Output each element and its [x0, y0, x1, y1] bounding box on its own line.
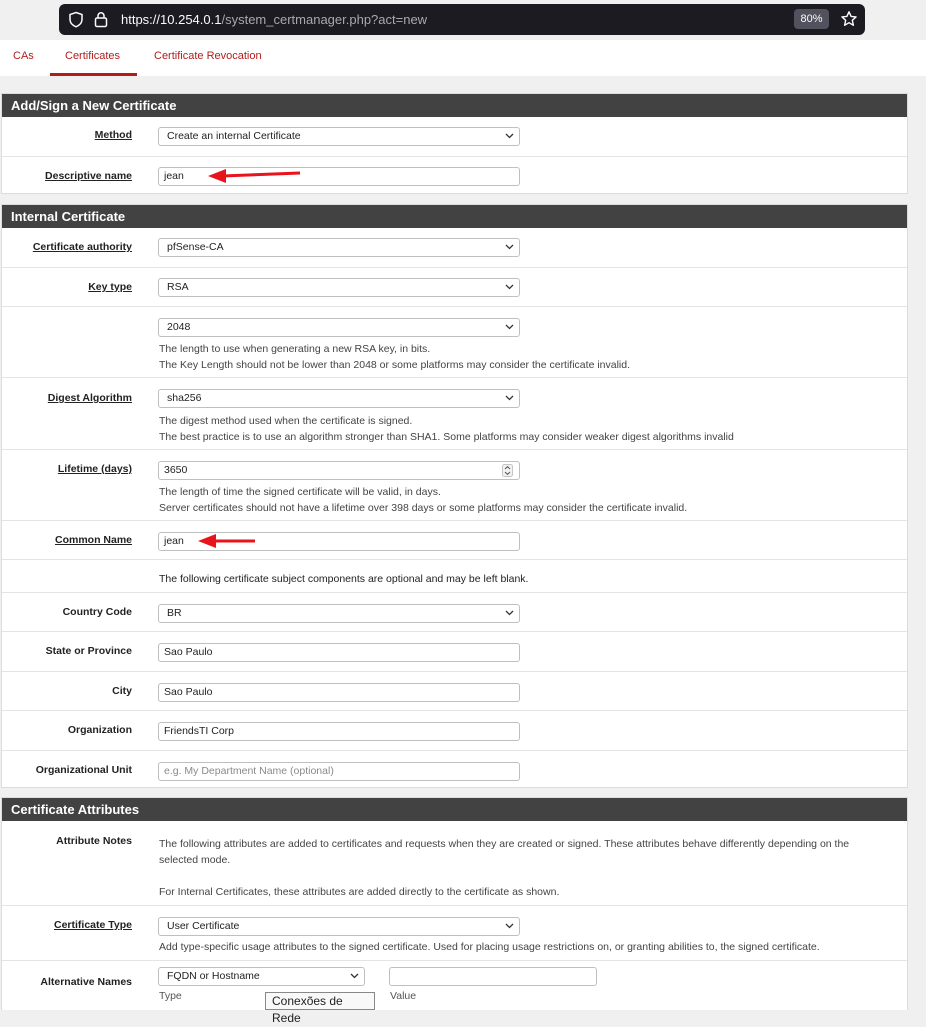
attr-notes-text-2: selected mode.: [159, 854, 231, 866]
lock-icon[interactable]: [94, 11, 108, 28]
url-path: /system_certmanager.php?act=new: [221, 12, 428, 27]
keytype-row: [2, 267, 907, 306]
altnames-type-value: FQDN or Hostname: [167, 970, 260, 982]
chevron-down-icon: [505, 395, 514, 401]
descr-label: Descriptive name: [45, 170, 132, 182]
chevron-down-icon: [505, 324, 514, 330]
altnames-row: [2, 960, 907, 1011]
city-label: City: [112, 685, 132, 697]
ou-row: [2, 750, 907, 788]
cn-label: Common Name: [54, 534, 132, 546]
address-bar[interactable]: [59, 4, 865, 35]
keytype-value: RSA: [167, 281, 189, 293]
chevron-down-icon: [505, 133, 514, 139]
digest-help-2: The best practice is to use an algorithm stronger than SHA1. Some platforms may consider weaker digest algorithms invalid: [159, 431, 734, 443]
altnames-type-select[interactable]: [158, 967, 365, 986]
keylen-row: [2, 306, 907, 377]
ou-label: Organizational Unit: [35, 764, 132, 776]
lifetime-label: Lifetime (days): [57, 463, 132, 475]
city-value: Sao Paulo: [164, 686, 213, 698]
lifetime-help-1: The length of time the signed certificate will be valid, in days.: [159, 486, 441, 498]
cn-row: [2, 520, 907, 559]
ca-label: Certificate authority: [32, 241, 132, 253]
keytype-label: Key type: [88, 281, 132, 293]
ca-row: [2, 228, 907, 267]
chevron-down-icon: [505, 284, 514, 290]
country-label: Country Code: [62, 606, 132, 618]
cert-attributes-panel: [1, 797, 908, 1010]
descr-row: [2, 156, 907, 194]
tooltip: Conexões de Rede: [265, 992, 375, 1010]
url-host: https://10.254.0.1: [121, 12, 222, 27]
chevron-down-icon: [505, 244, 514, 250]
state-input[interactable]: [158, 643, 520, 662]
org-label: Organization: [67, 724, 132, 736]
city-row: [2, 671, 907, 710]
attr-notes-row: [2, 821, 907, 905]
certtype-label: Certificate Type: [54, 919, 132, 931]
tab-cas[interactable]: CAs: [13, 50, 34, 62]
cn-value: jean: [164, 535, 184, 547]
keylen-help-1: The length to use when generating a new RSA key, in bits.: [159, 343, 431, 355]
altnames-type-sublabel: Type: [159, 990, 182, 1002]
browser-toolbar: [0, 0, 926, 40]
chevron-down-icon: [505, 923, 514, 929]
altnames-value-sublabel: Value: [390, 990, 417, 1002]
url-text[interactable]: [121, 12, 427, 27]
active-tab-indicator: [50, 73, 137, 76]
certtype-row: [2, 905, 907, 960]
method-row: [2, 117, 907, 156]
ou-input[interactable]: [158, 762, 520, 781]
keylen-value: 2048: [167, 321, 191, 333]
country-row: [2, 592, 907, 631]
attr-notes-text-1: The following attributes are added to certificates and requests when they are created or signed. These attributes behave differently depending on the: [159, 838, 850, 850]
country-select[interactable]: [158, 604, 520, 623]
keytype-select[interactable]: [158, 278, 520, 297]
tab-certificate-revocation[interactable]: Certificate Revocation: [154, 50, 262, 62]
tab-certificates[interactable]: Certificates: [65, 50, 121, 62]
chevron-down-icon: [505, 610, 514, 616]
optional-note: The following certificate subject components are optional and may be left blank.: [159, 573, 529, 585]
digest-label: Digest Algorithm: [47, 392, 132, 404]
descr-value: jean: [164, 170, 184, 182]
city-input[interactable]: [158, 683, 520, 702]
attr-notes-text-3: For Internal Certificates, these attributes are added directly to the certificate as shown.: [159, 886, 560, 898]
keylen-help-2: The Key Length should not be lower than 2048 or some platforms may consider the certificate invalid.: [159, 359, 631, 371]
panel-title: Add/Sign a New Certificate: [2, 94, 907, 117]
digest-select[interactable]: [158, 389, 520, 408]
stepper-icon[interactable]: [502, 464, 513, 477]
state-row: [2, 631, 907, 671]
state-label: State or Province: [45, 645, 132, 657]
zoom-level-badge[interactable]: 80%: [794, 9, 829, 29]
lifetime-help-2: Server certificates should not have a lifetime over 398 days or some platforms may consider the certificate invalid.: [159, 502, 688, 514]
org-value: FriendsTI Corp: [164, 725, 235, 737]
ca-value: pfSense-CA: [167, 241, 224, 253]
state-value: Sao Paulo: [164, 646, 213, 658]
panel-title: Internal Certificate: [2, 205, 907, 228]
tab-bar: [0, 40, 926, 76]
lifetime-value: 3650: [164, 464, 188, 476]
attr-notes-label: Attribute Notes: [56, 835, 132, 847]
chevron-down-icon: [350, 973, 359, 979]
panel-title: Certificate Attributes: [2, 798, 907, 821]
red-arrow-icon: [206, 166, 302, 184]
method-value: Create an internal Certificate: [167, 130, 301, 142]
add-sign-panel: [1, 93, 908, 194]
certtype-value: User Certificate: [167, 920, 240, 932]
digest-help-1: The digest method used when the certificate is signed.: [159, 415, 413, 427]
digest-row: [2, 377, 907, 449]
altnames-value-input[interactable]: [389, 967, 597, 986]
digest-value: sha256: [167, 392, 202, 404]
ca-select[interactable]: [158, 238, 520, 257]
method-label: Method: [94, 129, 132, 141]
org-input[interactable]: [158, 722, 520, 741]
method-select[interactable]: [158, 127, 520, 146]
star-icon[interactable]: [840, 10, 858, 28]
lifetime-input[interactable]: [158, 461, 520, 480]
certtype-select[interactable]: [158, 917, 520, 936]
ou-placeholder: e.g. My Department Name (optional): [164, 765, 334, 777]
country-value: BR: [167, 607, 182, 619]
internal-cert-panel: [1, 204, 908, 788]
optional-note-row: [2, 559, 907, 592]
red-arrow-icon: [196, 532, 256, 550]
lifetime-row: [2, 449, 907, 520]
org-row: [2, 710, 907, 750]
certtype-help: Add type-specific usage attributes to the signed certificate. Used for placing usage restrictions on, or granting abilities to, the signed certificate.: [159, 941, 820, 953]
altnames-label: Alternative Names: [40, 976, 132, 988]
keylen-select[interactable]: [158, 318, 520, 337]
shield-icon[interactable]: [68, 11, 84, 28]
